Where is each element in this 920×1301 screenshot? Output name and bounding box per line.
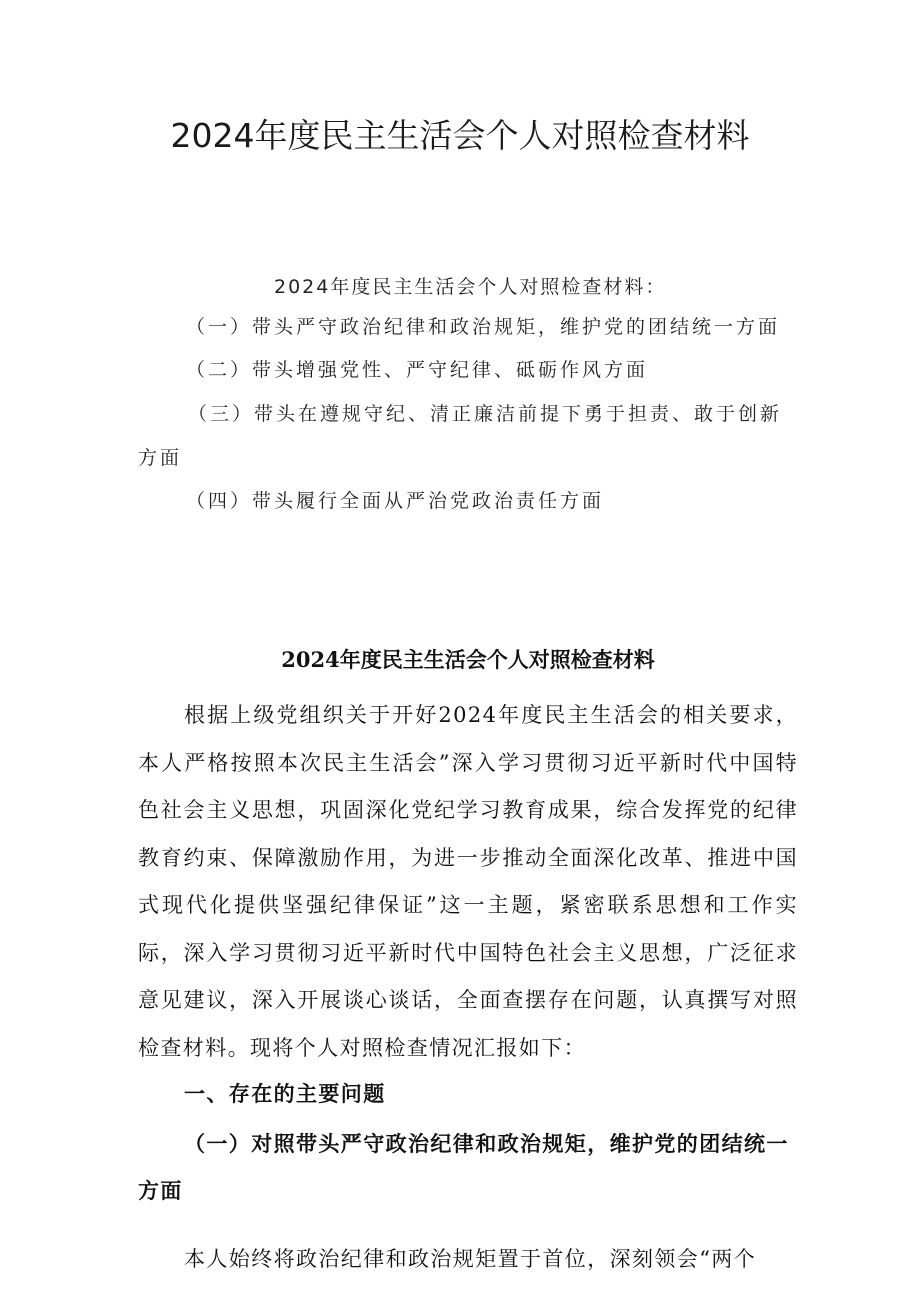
- toc-item-2: （二）带头增强党性、严守纪律、砥砺作风方面: [186, 359, 649, 381]
- toc-item-4: （四）带头履行全面从严治党政治责任方面: [186, 490, 605, 512]
- document-body: [138, 642, 798, 1283]
- subsection-heading-1: （一）对照带头严守政治纪律和政治规矩，维护党的团结统一方面: [138, 1131, 789, 1203]
- section-heading-1: 一、存在的主要问题: [184, 1081, 386, 1106]
- subsection-paragraph-1: 本人始终将政治纪律和政治规矩置于首位，深刻领会“两个: [184, 1247, 757, 1271]
- intro-paragraph: 根据上级党组织关于开好2024年度民主生活会的相关要求，本人严格按照本次民主生活会”深入学习贯彻习近平新时代中国特色社会主义思想，巩固深化党纪学习教育成果，综合发挥党的纪律教育约束、保障激励作用，为进一步推动全面深化改革、推进中国式现代化提供坚强纪律保证”这一主题，紧密联系思想和工作实际，深入学习贯彻习近平新时代中国特色社会主义思想，广泛征求意见建议，深入开展谈心谈话，全面查摆存在问题，认真撰写对照检查材料。现将个人对照检查情况汇报如下：: [138, 703, 798, 1060]
- toc-item-1: （一）带头严守政治纪律和政治规矩，维护党的团结统一方面: [186, 316, 781, 338]
- cover-title: 2024年度民主生活会个人对照检查材料: [170, 116, 750, 155]
- toc-item-3: （三）带头在遵规守纪、清正廉洁前提下勇于担责、敢于创新方面: [138, 403, 783, 469]
- toc-heading: 2024年度民主生活会个人对照检查材料：: [274, 276, 667, 298]
- table-of-contents: [138, 268, 798, 523]
- document-title: 2024年度民主生活会个人对照检查材料: [281, 647, 655, 672]
